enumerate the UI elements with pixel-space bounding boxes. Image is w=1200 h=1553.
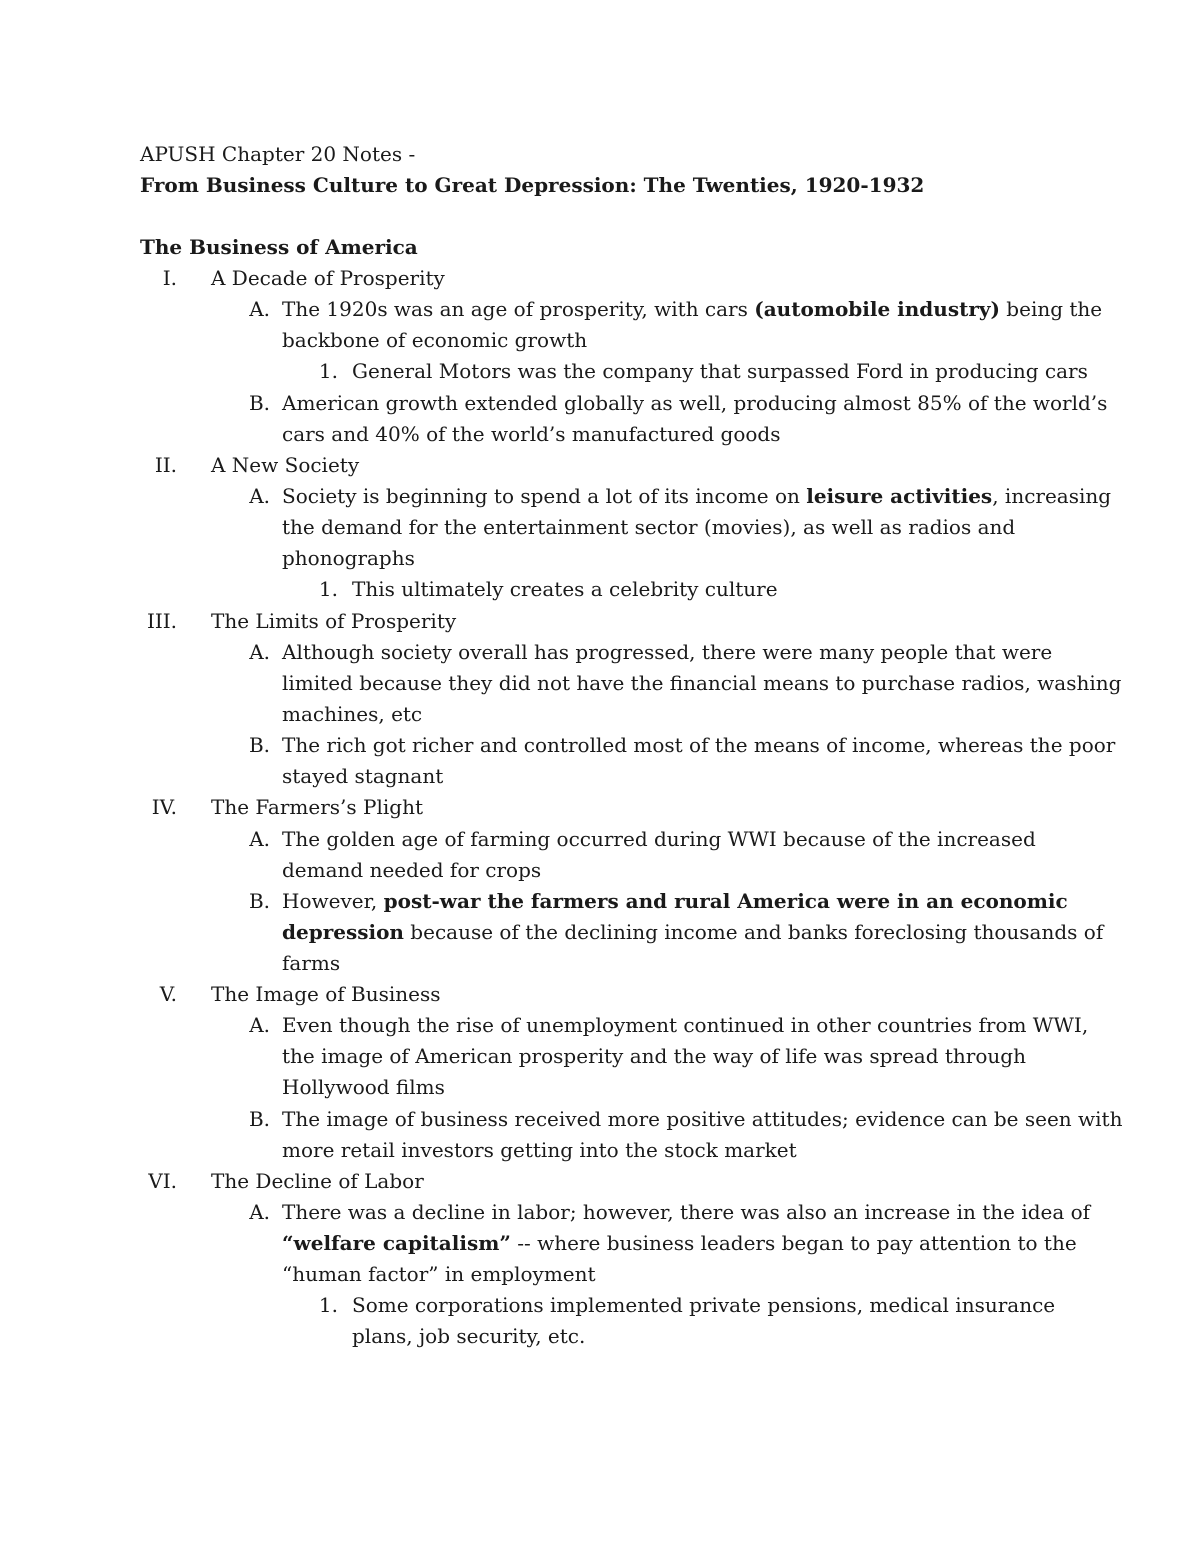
outline-marker: B. xyxy=(248,1107,270,1131)
outline-text: phonographs xyxy=(282,546,415,570)
outline-text: Some corporations implemented private pensions, medical insurance xyxy=(352,1293,1056,1317)
outline-text xyxy=(282,294,1102,325)
outline-text xyxy=(282,1228,1077,1259)
outline-text: backbone of economic growth xyxy=(282,328,588,352)
text-run: Society is beginning to spend a lot of its income on xyxy=(282,484,807,508)
outline-marker: I. xyxy=(162,266,177,290)
document-subtitle: APUSH Chapter 20 Notes - xyxy=(140,142,416,166)
bold-text-run: “welfare capitalism” xyxy=(282,1231,511,1255)
outline-text: American growth extended globally as well, producing almost 85% of the world’s xyxy=(282,391,1108,415)
outline-marker: 1. xyxy=(318,359,338,383)
outline-text: Although society overall has progressed, there were many people that were xyxy=(282,640,1053,664)
outline-marker: III. xyxy=(146,609,177,633)
outline-marker: A. xyxy=(249,640,270,664)
outline-heading: The Farmers’s Plight xyxy=(211,795,423,819)
section-heading: The Business of America xyxy=(140,235,418,259)
outline-text: The image of business received more positive attitudes; evidence can be seen with xyxy=(282,1107,1123,1131)
outline-text: more retail investors getting into the stock market xyxy=(282,1138,797,1162)
outline-marker: A. xyxy=(249,484,270,508)
text-run: , increasing xyxy=(992,484,1112,508)
outline-text xyxy=(282,481,1111,512)
outline-text: machines, etc xyxy=(282,702,423,726)
outline-text: the image of American prosperity and the way of life was spread through xyxy=(282,1044,1026,1068)
bold-text-run: (automobile industry) xyxy=(754,297,1000,321)
outline-marker: B. xyxy=(248,889,270,913)
outline-heading: The Decline of Labor xyxy=(211,1169,424,1193)
outline-text xyxy=(282,917,1103,948)
text-run: -- where business leaders began to pay attention to the xyxy=(510,1231,1077,1255)
bold-text-run: post-war the farmers and rural America were in an economic xyxy=(383,889,1068,913)
outline-text: This ultimately creates a celebrity culture xyxy=(352,577,778,601)
outline-marker: V. xyxy=(159,982,177,1006)
outline-marker: B. xyxy=(248,733,270,757)
outline-heading: The Image of Business xyxy=(211,982,441,1006)
outline-text: General Motors was the company that surpassed Ford in producing cars xyxy=(352,359,1088,383)
outline-marker: 1. xyxy=(318,577,338,601)
outline-marker: A. xyxy=(249,827,270,851)
outline-marker: IV. xyxy=(151,795,177,819)
text-run: because of the declining income and banks foreclosing thousands of xyxy=(403,920,1104,944)
text-run: The 1920s was an age of prosperity, with cars xyxy=(282,297,755,321)
outline-text: The rich got richer and controlled most of the means of income, whereas the poor xyxy=(282,733,1116,757)
outline-text: demand needed for crops xyxy=(282,858,542,882)
outline-marker: 1. xyxy=(318,1293,338,1317)
outline-text: stayed stagnant xyxy=(282,764,444,788)
outline-text: farms xyxy=(282,951,341,975)
outline-marker: B. xyxy=(248,391,270,415)
bold-text-run: depression xyxy=(282,920,404,944)
outline-text: “human factor” in employment xyxy=(282,1262,596,1286)
outline-marker: A. xyxy=(249,1200,270,1224)
outline-text: cars and 40% of the world’s manufactured goods xyxy=(282,422,781,446)
outline-text: limited because they did not have the financial means to purchase radios, washing xyxy=(282,671,1122,695)
outline-heading: A New Society xyxy=(211,453,360,477)
bold-text-run: leisure activities xyxy=(806,484,993,508)
outline-text: Even though the rise of unemployment continued in other countries from WWI, xyxy=(282,1013,1089,1037)
outline-text: The golden age of farming occurred during WWI because of the increased xyxy=(282,827,1036,851)
document-title: From Business Culture to Great Depression: The Twenties, 1920-1932 xyxy=(140,173,925,197)
outline-marker: II. xyxy=(154,453,177,477)
outline-text: plans, job security, etc. xyxy=(352,1324,586,1348)
outline-heading: A Decade of Prosperity xyxy=(211,266,445,290)
outline-text: the demand for the entertainment sector (movies), as well as radios and xyxy=(282,515,1016,539)
text-run: being the xyxy=(999,297,1103,321)
outline-text xyxy=(282,886,1068,917)
outline-marker: A. xyxy=(249,297,270,321)
outline-marker: VI. xyxy=(148,1169,177,1193)
outline-marker: A. xyxy=(249,1013,270,1037)
outline-text: There was a decline in labor; however, there was also an increase in the idea of xyxy=(282,1200,1091,1224)
outline-heading: The Limits of Prosperity xyxy=(211,609,457,633)
outline-text: Hollywood films xyxy=(282,1075,445,1099)
text-run: However, xyxy=(282,889,384,913)
